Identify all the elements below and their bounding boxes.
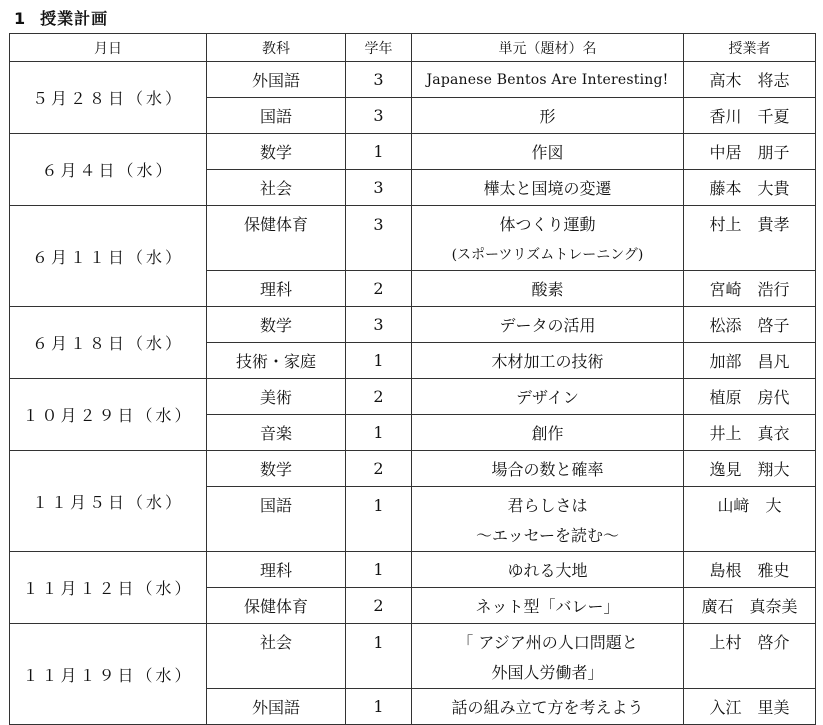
lesson-grade: 1 xyxy=(346,689,412,725)
lesson-date: １０月２９日（水） xyxy=(10,379,207,451)
lesson-subject: 理科 xyxy=(207,552,346,588)
section-number: 1 xyxy=(14,9,27,28)
lesson-teacher: 植原 房代 xyxy=(684,379,816,415)
lesson-subject: 外国語 xyxy=(207,62,346,98)
unit-line: 形 xyxy=(539,107,556,126)
lesson-teacher: 上村 啓介 xyxy=(684,624,816,689)
table-row xyxy=(10,307,816,343)
lesson-unit xyxy=(412,271,684,307)
unit-line: 外国人労働者」 xyxy=(491,663,604,682)
lesson-teacher: 高木 将志 xyxy=(684,62,816,98)
unit-line: 創作 xyxy=(531,424,564,443)
section-title xyxy=(14,6,108,29)
lesson-unit xyxy=(412,487,684,552)
lesson-date: ６月１８日（水） xyxy=(10,307,207,379)
lesson-subject: 外国語 xyxy=(207,689,346,725)
lesson-unit xyxy=(412,689,684,725)
unit-line: 木材加工の技術 xyxy=(491,352,604,371)
lesson-teacher: 香川 千夏 xyxy=(684,98,816,134)
lesson-unit xyxy=(412,170,684,206)
unit-line: 場合の数と確率 xyxy=(491,460,604,479)
unit-line: ゆれる大地 xyxy=(507,561,588,580)
lesson-grade: 3 xyxy=(346,98,412,134)
lesson-teacher: 逸見 翔大 xyxy=(684,451,816,487)
lesson-teacher: 井上 真衣 xyxy=(684,415,816,451)
lesson-unit xyxy=(412,415,684,451)
header-row xyxy=(10,34,816,62)
lesson-teacher: 中居 朋子 xyxy=(684,134,816,170)
table-row xyxy=(10,206,816,271)
lesson-subject: 国語 xyxy=(207,487,346,552)
lesson-grade: 2 xyxy=(346,588,412,624)
lesson-unit xyxy=(412,624,684,689)
unit-line: ネット型「バレー」 xyxy=(475,597,620,616)
lesson-subject: 技術・家庭 xyxy=(207,343,346,379)
lesson-date: ６月４日（水） xyxy=(10,134,207,206)
lesson-teacher: 村上 貴孝 xyxy=(684,206,816,271)
lesson-grade: 3 xyxy=(346,307,412,343)
lesson-teacher: 島根 雅史 xyxy=(684,552,816,588)
table-row xyxy=(10,624,816,689)
lesson-date: ６月１１日（水） xyxy=(10,206,207,307)
lesson-grade: 3 xyxy=(346,170,412,206)
lesson-unit xyxy=(412,379,684,415)
lesson-unit xyxy=(412,98,684,134)
lesson-subject: 社会 xyxy=(207,624,346,689)
header-date: 月日 xyxy=(10,34,207,62)
section-heading: 授業計画 xyxy=(40,9,109,28)
unit-line: 酸素 xyxy=(531,280,564,299)
lesson-grade: 1 xyxy=(346,343,412,379)
header-grade: 学年 xyxy=(346,34,412,62)
lesson-teacher: 山﨑 大 xyxy=(684,487,816,552)
lesson-date: ５月２８日（水） xyxy=(10,62,207,134)
lesson-grade: 1 xyxy=(346,134,412,170)
lesson-teacher: 宮崎 浩行 xyxy=(684,271,816,307)
lesson-unit xyxy=(412,552,684,588)
lesson-plan-table xyxy=(9,33,816,725)
unit-line: 作図 xyxy=(531,143,564,162)
unit-line: データの活用 xyxy=(499,316,596,335)
table-row xyxy=(10,134,816,170)
lesson-subject: 社会 xyxy=(207,170,346,206)
lesson-date: １１月１９日（水） xyxy=(10,624,207,725)
lesson-unit xyxy=(412,206,684,271)
lesson-grade: 2 xyxy=(346,379,412,415)
unit-line: 樺太と国境の変遷 xyxy=(483,179,612,198)
lesson-subject: 国語 xyxy=(207,98,346,134)
unit-line: (スポーツリズムトレーニング) xyxy=(451,247,644,263)
unit-line: 話の組み立て方を考えよう xyxy=(451,698,644,717)
header-teacher: 授業者 xyxy=(684,34,816,62)
lesson-grade: 2 xyxy=(346,451,412,487)
lesson-grade: 1 xyxy=(346,624,412,689)
header-unit: 単元（題材）名 xyxy=(412,34,684,62)
table-row xyxy=(10,451,816,487)
lesson-grade: 2 xyxy=(346,271,412,307)
unit-line: ～エッセーを読む～ xyxy=(475,526,620,545)
unit-line: 「 アジア州の人口問題と xyxy=(457,633,638,652)
lesson-unit xyxy=(412,307,684,343)
table-row xyxy=(10,379,816,415)
lesson-teacher: 入江 里美 xyxy=(684,689,816,725)
lesson-subject: 美術 xyxy=(207,379,346,415)
lesson-date: １１月５日（水） xyxy=(10,451,207,552)
lesson-subject: 理科 xyxy=(207,271,346,307)
unit-line: デザイン xyxy=(516,388,579,407)
lesson-unit xyxy=(412,588,684,624)
lesson-grade: 1 xyxy=(346,552,412,588)
lesson-teacher: 加部 昌凡 xyxy=(684,343,816,379)
lesson-unit xyxy=(412,62,684,98)
lesson-grade: 3 xyxy=(346,62,412,98)
lesson-date: １１月１２日（水） xyxy=(10,552,207,624)
header-subject: 教科 xyxy=(207,34,346,62)
lesson-subject: 音楽 xyxy=(207,415,346,451)
table-row xyxy=(10,62,816,98)
lesson-grade: 3 xyxy=(346,206,412,271)
lesson-teacher: 松添 啓子 xyxy=(684,307,816,343)
lesson-unit xyxy=(412,134,684,170)
lesson-teacher: 廣石 真奈美 xyxy=(684,588,816,624)
lesson-grade: 1 xyxy=(346,487,412,552)
lesson-subject: 数学 xyxy=(207,134,346,170)
lesson-grade: 1 xyxy=(346,415,412,451)
lesson-unit xyxy=(412,343,684,379)
lesson-subject: 保健体育 xyxy=(207,206,346,271)
lesson-unit xyxy=(412,451,684,487)
lesson-subject: 数学 xyxy=(207,307,346,343)
unit-line: Japanese Bentos Are Interesting! xyxy=(426,71,669,88)
unit-line: 体つくり運動 xyxy=(499,215,596,234)
table-row xyxy=(10,552,816,588)
lesson-subject: 数学 xyxy=(207,451,346,487)
lesson-subject: 保健体育 xyxy=(207,588,346,624)
lesson-teacher: 藤本 大貴 xyxy=(684,170,816,206)
unit-line: 君らしさは xyxy=(507,496,588,515)
